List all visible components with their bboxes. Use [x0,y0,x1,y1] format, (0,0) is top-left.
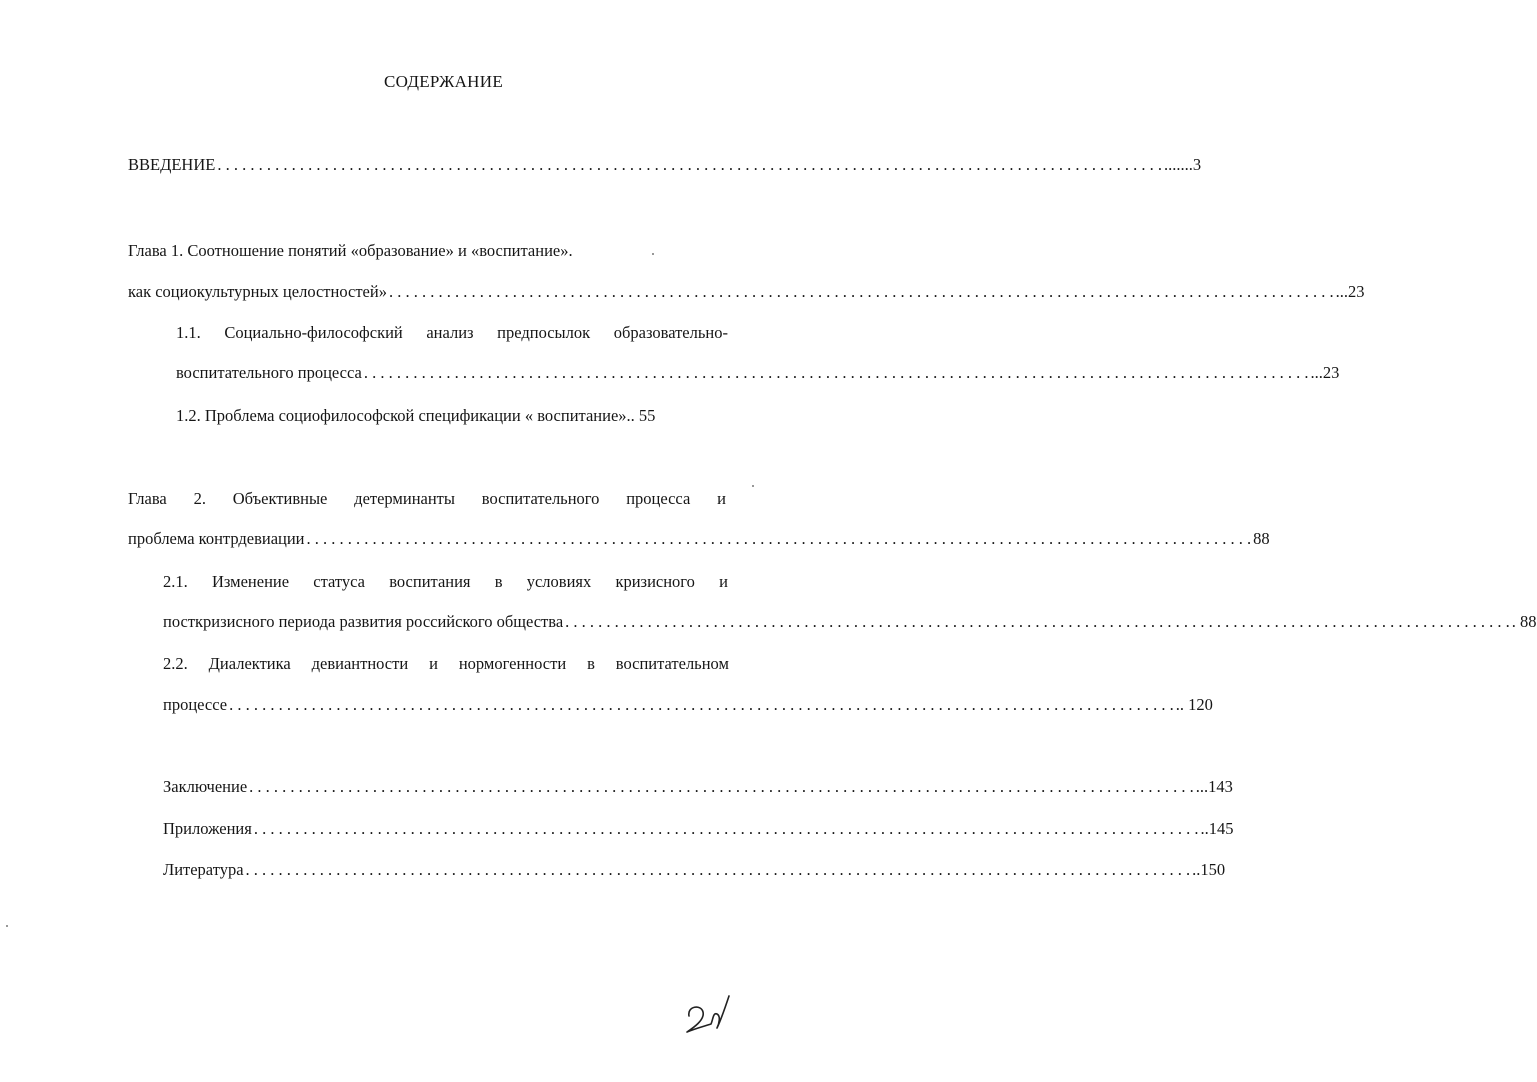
toc-entry-1-1-line1 [176,322,728,344]
toc-entry-intro [128,154,1202,176]
chapter1-heading-line1: Глава 1. Соотношение понятий «образование» и «воспитание». [128,241,573,260]
toc-entry-label: процессе [163,695,228,714]
toc-page-number: ..145 [1200,819,1234,838]
word: статуса [313,572,365,591]
dot-leader [254,818,1199,840]
toc-entry-label: Заключение [163,777,248,796]
toc-entry-label: Приложения [163,819,252,838]
toc-page-number: .......3 [1163,155,1202,174]
toc-entry-label: посткризисного периода развития российского общества [163,612,564,631]
word: нормогенности [458,654,567,673]
toc-page-number: ..150 [1192,860,1226,879]
toc-entry-label: проблема контрдевиации [128,529,305,548]
scan-speck [6,925,8,927]
word: воспитательном [615,654,729,673]
toc-entry-2-1-line1 [163,571,728,593]
toc-entry-1-2: 1.2. Проблема социофилософской спецификации « воспитание».. 55 [176,406,656,425]
word: образовательно- [613,323,728,342]
toc-entry-label: воспитательного процесса [176,363,362,382]
word: Диалектика [208,654,291,673]
toc-page-number: ...23 [1310,363,1340,382]
chapter2-heading-line1 [128,488,726,510]
word: Изменение [211,572,290,591]
toc-entry-label: ВВЕДЕНИЕ [128,155,216,174]
handwritten-page-number [683,990,733,1035]
word: воспитания [389,572,471,591]
toc-entry-chapter2 [128,528,1270,550]
dot-leader [217,154,1162,176]
word: Глава [128,489,167,508]
word: 1.1. [176,323,201,342]
word: Социально-философский [224,323,403,342]
toc-entry-2-2-line1 [163,653,729,675]
toc-entry-label: как социокультурных целостностей» [128,282,387,301]
dot-leader [249,776,1194,798]
word: условиях [526,572,592,591]
toc-page-number: ...143 [1195,777,1233,796]
word: предпосылок [497,323,591,342]
word: Объективные [232,489,328,508]
dot-leader [246,859,1191,881]
toc-page-number: .. 120 [1175,695,1213,714]
page-title: СОДЕРЖАНИЕ [383,72,504,91]
word: 2.2. [163,654,188,673]
scan-speck [752,485,754,487]
toc-entry-chapter1 [128,281,1365,303]
word: 2.1. [163,572,188,591]
word: и [719,572,728,591]
toc-page-number: . 88 [1511,612,1537,631]
word: воспитательного [481,489,600,508]
toc-entry-literature [163,859,1226,881]
toc-entry-2-1 [163,611,1537,633]
word: 2. [193,489,206,508]
toc-entry-conclusion [163,776,1233,798]
word: в [494,572,503,591]
dot-leader [565,611,1510,633]
page-number-text: 2 [733,1034,734,1035]
toc-entry-appendices [163,818,1234,840]
toc-page-number: ...23 [1335,282,1365,301]
word: процесса [626,489,691,508]
word: и [717,489,726,508]
word: детерминанты [354,489,455,508]
word: и [429,654,438,673]
dot-leader [307,528,1252,550]
scan-speck [652,253,654,255]
toc-page-number: 88 [1253,529,1270,548]
dot-leader [229,694,1174,716]
dot-leader [389,281,1334,303]
word: девиантности [311,654,409,673]
word: анализ [426,323,474,342]
word: в [587,654,595,673]
toc-entry-1-1 [176,362,1340,384]
toc-entry-2-2 [163,694,1213,716]
word: кризисного [615,572,695,591]
toc-entry-label: Литература [163,860,244,879]
dot-leader [364,362,1309,384]
